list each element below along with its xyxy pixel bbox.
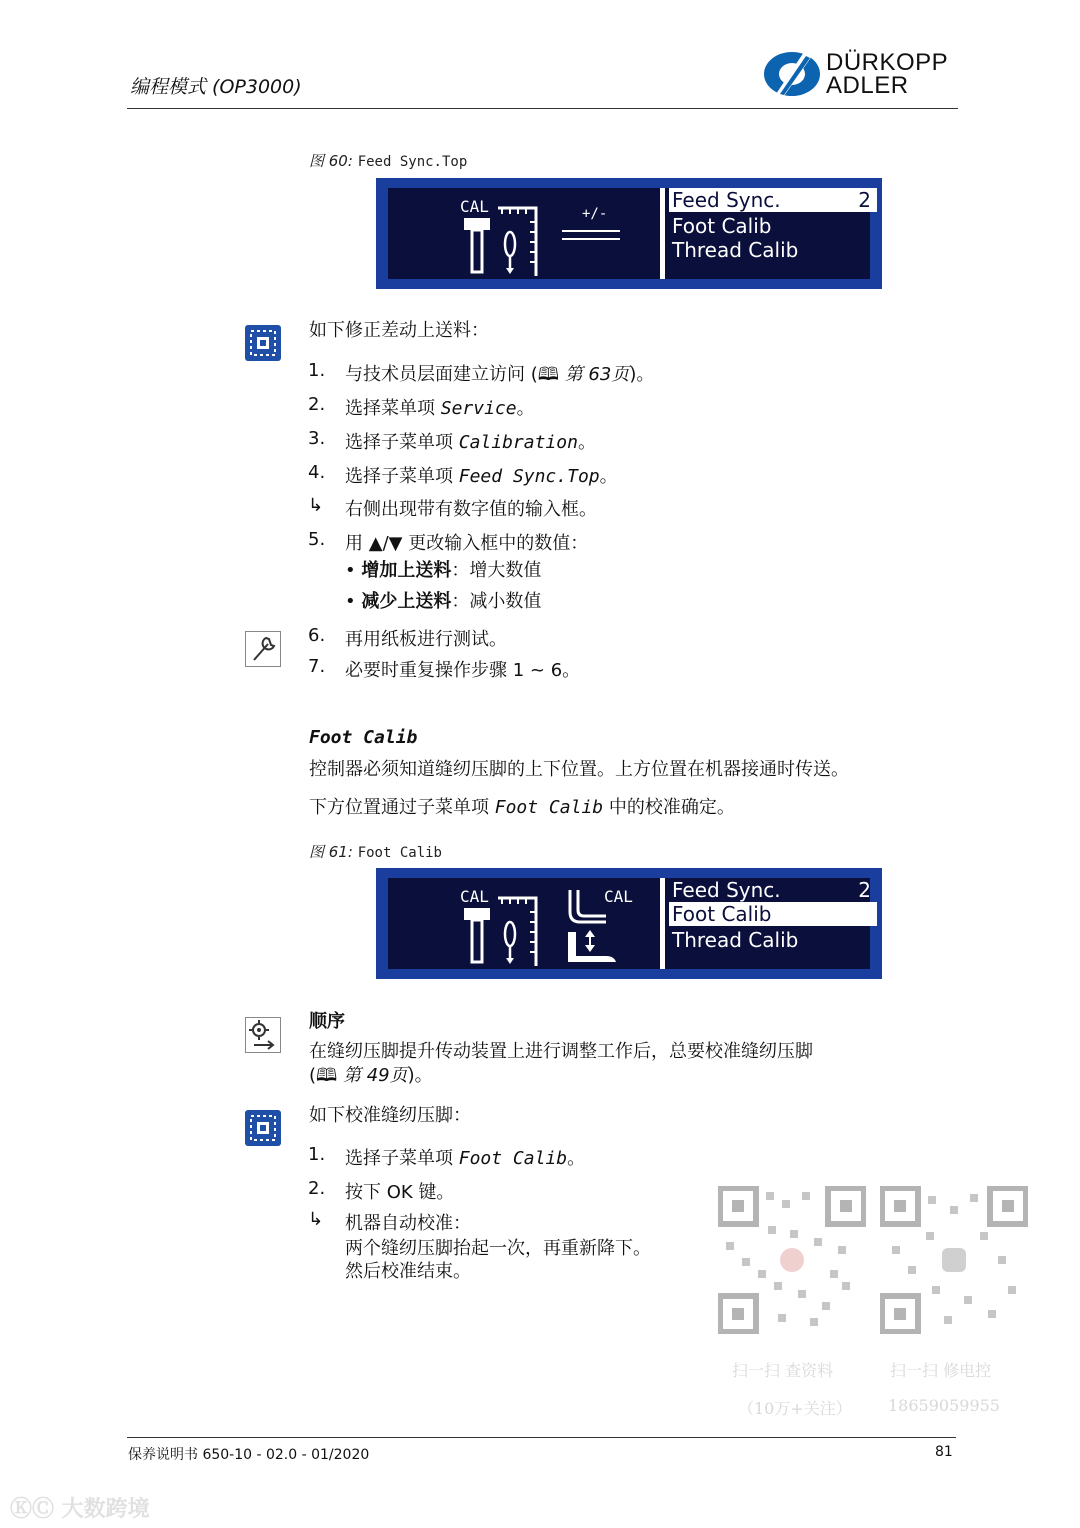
step-number: 1. [308, 1144, 326, 1165]
calib-step-1: 选择子菜单项 Foot Calib。 [345, 1148, 586, 1169]
step-6: 再用纸板进行测试。 [345, 629, 507, 650]
step-number: 5. [308, 529, 326, 550]
order-heading: 顺序 [309, 1011, 345, 1032]
foot-calib-paragraph-1: 控制器必须知道缝纫压脚的上下位置。上方位置在机器接通时传送。 [309, 759, 849, 780]
section-heading-foot-calib: Foot Calib [309, 727, 418, 748]
step-7: 必要时重复操作步骤 1 ~ 6。 [345, 660, 581, 681]
qr-code-2 [880, 1186, 1028, 1334]
figure-60-caption [309, 150, 467, 171]
step-number: 3. [308, 428, 326, 449]
wrench-icon [245, 631, 281, 667]
page-reference-link[interactable]: 第 49页 [342, 1065, 408, 1086]
figure-61-caption-prefix: 图 61: [309, 843, 353, 861]
menu-item-feed-sync[interactable]: Feed Sync. 2 [669, 188, 877, 212]
menu-item-foot-calib[interactable]: Foot Calib [672, 214, 772, 238]
display-screen-feed-sync [376, 178, 882, 289]
step-2: 选择菜单项 Service。 [345, 398, 535, 419]
value-line-2 [562, 238, 620, 240]
figure-60-caption-prefix: 图 60: [309, 152, 353, 170]
qr2-subcaption: 18659059955 [888, 1396, 1000, 1415]
section2-intro: 如下校准缝纫压脚： [309, 1105, 471, 1126]
procedure-icon [245, 1110, 281, 1146]
result-arrow-icon: ↳ [308, 495, 324, 516]
figure-60-caption-code: Feed Sync.Top [357, 154, 468, 170]
step-1: 与技术员层面建立访问 (🕮 第 63页)。 [345, 364, 655, 385]
calibration-tool-icon [458, 882, 548, 968]
order-line-2: (🕮 第 49页)。 [309, 1065, 433, 1086]
menu-item-foot-calib[interactable]: Foot Calib [669, 902, 877, 926]
book-icon: 🕮 [316, 1065, 343, 1086]
footer-document-id: 保养说明书 650-10 - 02.0 - 01/2020 [128, 1447, 370, 1463]
result-arrow-icon: ↳ [308, 1209, 324, 1230]
step-number: 1. [308, 360, 326, 381]
corner-watermark: ⓀⒸ 大数跨境 [10, 1497, 150, 1522]
calib-result-line-1: 机器自动校准： [345, 1213, 471, 1234]
step-number: 2. [308, 1178, 326, 1199]
step-number: 2. [308, 394, 326, 415]
screen-menu [660, 878, 883, 969]
gear-arrow-icon [245, 1017, 281, 1053]
header-divider [127, 108, 958, 109]
footer-page-number: 81 [935, 1444, 953, 1460]
menu-item-thread-calib[interactable]: Thread Calib [672, 238, 799, 262]
step-number: 4. [308, 462, 326, 483]
step-number: 6. [308, 625, 326, 646]
step-number: 7. [308, 656, 326, 677]
footer-divider [127, 1437, 956, 1438]
figure-61-caption-code: Foot Calib [357, 845, 442, 861]
plus-minus-label: +/- [582, 206, 608, 222]
page-header-title: 编程模式 (OP3000) [130, 76, 302, 98]
brand-mark-icon [762, 50, 822, 98]
step-4: 选择子菜单项 Feed Sync.Top。 [345, 466, 618, 487]
brand-name-line1: DÜRKOPP [826, 49, 949, 76]
qr-code-1 [718, 1186, 866, 1334]
calib-step-2: 按下 OK 键。 [345, 1182, 455, 1203]
calibration-tool-icon [458, 192, 548, 278]
step-5: 用 ▲/▼ 更改输入框中的数值： [345, 533, 589, 554]
qr2-caption: 扫一扫 修电控 [890, 1361, 992, 1380]
step-result: 右侧出现带有数字值的输入框。 [345, 499, 597, 520]
cal-label: CAL [460, 197, 489, 216]
screen-menu [660, 188, 883, 279]
section1-intro: 如下修正差动上送料： [309, 320, 489, 341]
calib-result-line-2: 两个缝纫压脚抬起一次，再重新降下。 [345, 1238, 651, 1259]
bullet-increase: • 增加上送料：增大数值 [345, 560, 542, 581]
qr1-caption: 扫一扫 查资料 [732, 1361, 834, 1380]
qr1-subcaption: （10万+关注） [738, 1399, 852, 1418]
figure-61-caption [309, 841, 442, 862]
bullet-decrease: • 减少上送料：减小数值 [345, 591, 542, 612]
corner-logo-icon: ⓀⒸ [10, 1497, 62, 1522]
menu-item-feed-sync[interactable]: Feed Sync. 2 [672, 878, 871, 902]
value-line-1 [562, 230, 620, 232]
step-3: 选择子菜单项 Calibration。 [345, 432, 596, 453]
menu-item-thread-calib[interactable]: Thread Calib [672, 928, 799, 952]
presser-foot-calib-icon [556, 882, 646, 968]
book-icon: 🕮 [537, 364, 565, 385]
procedure-icon [245, 325, 281, 361]
foot-calib-paragraph-2: 下方位置通过子菜单项 Foot Calib 中的校准确定。 [309, 797, 735, 818]
display-screen-foot-calib [376, 868, 882, 979]
cal-label-2: CAL [604, 887, 633, 906]
order-line-1: 在缝纫压脚提升传动装置上进行调整工作后，总要校准缝纫压脚 [309, 1041, 813, 1062]
calib-result-line-3: 然后校准结束。 [345, 1261, 471, 1282]
brand-name-line2: ADLER [826, 72, 909, 99]
cal-label: CAL [460, 887, 489, 906]
page-reference-link[interactable]: 第 63页 [564, 364, 630, 385]
